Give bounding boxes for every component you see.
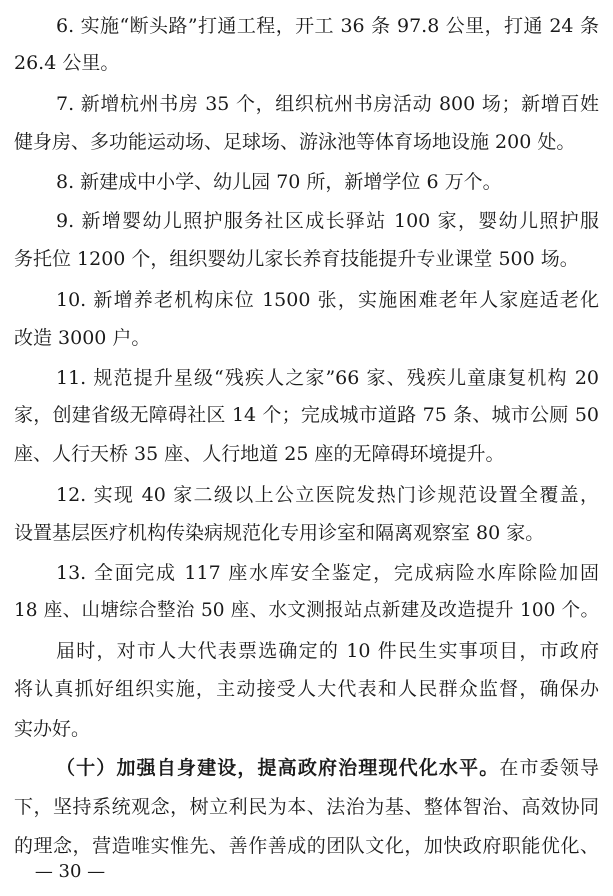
item-7-line-2: 健身房、多功能运动场、足球场、游泳池等体育场地设施 200 处。 (14, 131, 576, 153)
item-10-line-2: 改造 3000 户。 (14, 327, 151, 349)
item-9-line-2: 务托位 1200 个，组织婴幼儿家长养育技能提升专业课堂 500 场。 (14, 248, 579, 270)
section-10-line-2: 下，坚持系统观念，树立利民为本、法治为基、整体智治、高效协同 (14, 796, 599, 818)
section-10-heading: （十）加强自身建设，提高政府治理现代化水平。 (56, 757, 500, 779)
closing-line-2: 将认真抓好组织实施，主动接受人大代表和人民群众监督，确保办 (14, 678, 599, 700)
item-13-line-2: 18 座、山塘综合整治 50 座、水文测报站点新建及改造提升 100 个。 (14, 600, 599, 621)
item-7-line-1: 7. 新增杭州书房 35 个，组织杭州书房活动 800 场；新增百姓 (56, 93, 599, 115)
section-10-line-3: 的理念，营造唯实惟先、善作善成的团队文化，加快政府职能优化、 (14, 835, 599, 857)
item-6-line-1: 6. 实施“断头路”打通工程，开工 36 条 97.8 公里，打通 24 条 (56, 15, 599, 37)
item-11-line-2: 家，创建省级无障碍社区 14 个；完成城市道路 75 条、城市公厕 50 (14, 404, 599, 426)
item-12-line-2: 设置基层医疗机构传染病规范化专用诊室和隔离观察室 80 家。 (14, 522, 545, 544)
item-10-line-1: 10. 新增养老机构床位 1500 张，实施困难老年人家庭适老化 (56, 289, 599, 311)
closing-line-3: 实办好。 (14, 718, 91, 740)
item-12-line-1: 12. 实现 40 家二级以上公立医院发热门诊规范设置全覆盖， (56, 484, 599, 506)
section-10-line-1 (56, 752, 599, 784)
item-6-line-2: 26.4 公里。 (14, 52, 120, 74)
page-number: — 30 — (34, 861, 106, 882)
item-11-line-3: 座、人行天桥 35 座、人行地道 25 座的无障碍环境提升。 (14, 443, 505, 465)
item-11-line-1: 11. 规范提升星级“残疾人之家”66 家、残疾儿童康复机构 20 (56, 367, 599, 389)
item-8-line-1: 8. 新建成中小学、幼儿园 70 所，新增学位 6 万个。 (56, 171, 502, 193)
closing-line-1: 届时，对市人大代表票选确定的 10 件民生实事项目，市政府 (56, 640, 599, 662)
section-10-text: 在市委领导 (499, 757, 599, 779)
item-9-line-1: 9. 新增婴幼儿照护服务社区成长驿站 100 家，婴幼儿照护服 (56, 210, 599, 232)
item-13-line-1: 13. 全面完成 117 座水库安全鉴定，完成病险水库除险加固 (56, 562, 599, 584)
